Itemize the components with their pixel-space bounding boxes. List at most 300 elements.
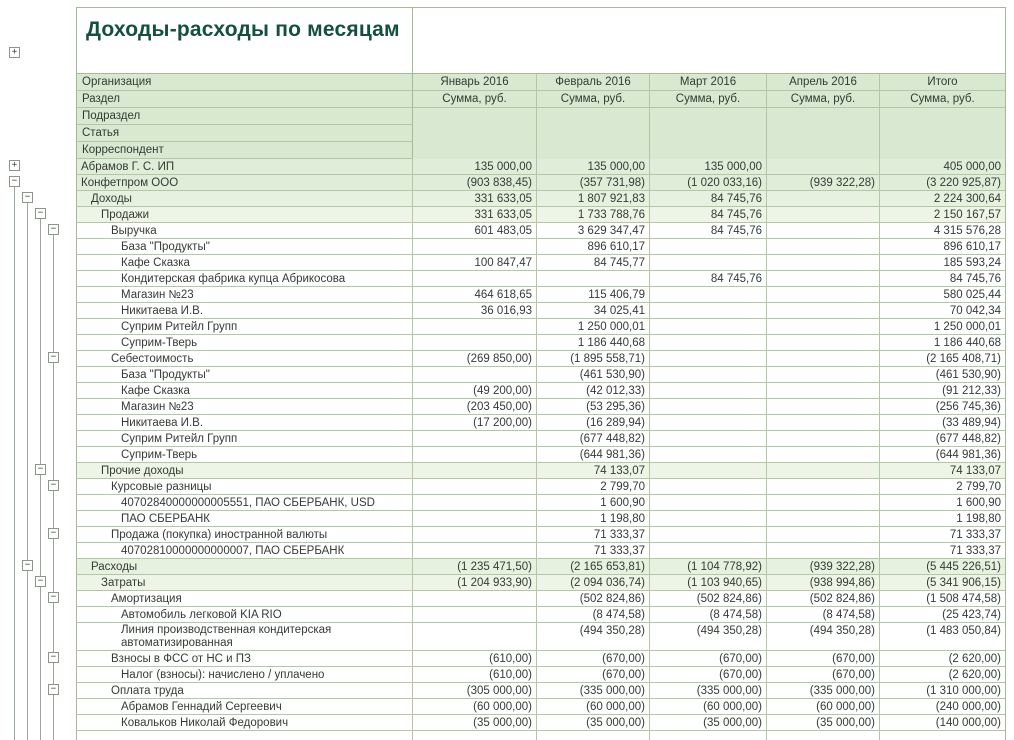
header-row-label-2: Подраздел (77, 108, 413, 125)
row-label-cell[interactable]: Суприм Ритейл Групп (77, 431, 413, 446)
table-row (77, 527, 1005, 543)
value-cell[interactable]: 580 025,44 (943, 289, 1001, 301)
value-cell[interactable]: (494 350,28) (767, 623, 880, 650)
value-cell[interactable]: (335 000,00) (650, 683, 767, 698)
value-cell[interactable]: (35 000,00) (537, 715, 650, 730)
value-cell[interactable]: (5 341 906,15) (926, 577, 1001, 589)
value-cell[interactable]: (140 000,00) (935, 717, 1001, 729)
value-cell[interactable] (413, 527, 537, 542)
value-cell[interactable]: (60 000,00) (413, 699, 537, 714)
value-cell[interactable]: 1 600,90 (537, 495, 650, 510)
value-cell[interactable] (767, 415, 880, 430)
value-cell[interactable]: 601 483,05 (413, 223, 537, 238)
row-label-cell[interactable]: База "Продукты" (77, 239, 413, 254)
month-column-label: Март 2016 (650, 74, 766, 91)
value-cell[interactable]: (42 012,33) (537, 383, 650, 398)
value-cell[interactable]: (240 000,00) (935, 701, 1001, 713)
value-cell[interactable] (767, 399, 880, 414)
value-cell[interactable]: 896 610,17 (943, 241, 1001, 253)
value-cell[interactable] (650, 239, 767, 254)
tree-line (27, 198, 28, 740)
value-cell[interactable]: 135 000,00 (413, 159, 537, 174)
value-cell[interactable]: (610,00) (413, 651, 537, 666)
value-cell[interactable] (413, 607, 537, 622)
row-label-cell[interactable]: Прочие доходы (77, 463, 413, 478)
value-cell[interactable]: (938 994,86) (767, 575, 880, 590)
table-row (77, 447, 1005, 463)
value-cell[interactable]: (8 474,58) (537, 607, 650, 622)
value-cell[interactable]: (670,00) (537, 651, 650, 666)
table-row (77, 415, 1005, 431)
value-cell[interactable] (413, 447, 537, 462)
value-cell[interactable]: (644 981,36) (935, 449, 1001, 461)
table-row (77, 223, 1005, 239)
table-row (77, 207, 1005, 223)
table-row (77, 575, 1005, 591)
header-dimension-labels (77, 74, 413, 159)
value-cell[interactable] (767, 543, 880, 558)
value-cell[interactable]: 1 186 440,68 (933, 337, 1001, 349)
value-cell[interactable]: 464 618,65 (413, 287, 537, 302)
value-cell[interactable]: (502 824,86) (650, 591, 767, 606)
value-cell[interactable] (650, 511, 767, 526)
value-cell[interactable]: (1 104 778,92) (650, 559, 767, 574)
row-label-cell[interactable]: Взносы в ФСС от НС и ПЗ (77, 651, 413, 666)
value-cell[interactable] (650, 447, 767, 462)
tree-line (14, 182, 15, 740)
value-cell[interactable] (413, 367, 537, 382)
value-cell[interactable]: 84 745,76 (650, 223, 767, 238)
value-cell[interactable]: (677 448,82) (537, 431, 650, 446)
row-label-cell[interactable]: Абрамов Геннадий Сергеевич (77, 699, 413, 714)
value-cell[interactable] (413, 591, 537, 606)
table-row (77, 335, 1005, 351)
month-column-header (880, 74, 1005, 159)
value-cell[interactable]: 115 406,79 (537, 287, 650, 302)
value-cell[interactable] (767, 367, 880, 382)
value-cell[interactable]: (269 850,00) (413, 351, 537, 366)
value-cell[interactable]: 2 224 300,64 (933, 193, 1001, 205)
value-cell[interactable]: (35 000,00) (650, 715, 767, 730)
table-row (77, 559, 1005, 575)
month-column-header (413, 74, 537, 159)
row-label-cell[interactable]: Затраты (77, 575, 413, 590)
value-cell[interactable] (767, 527, 880, 542)
row-label-cell[interactable]: Доходы (77, 191, 413, 206)
table-row (77, 495, 1005, 511)
row-label-cell[interactable]: Магазин №23 (77, 287, 413, 302)
value-cell[interactable]: 36 016,93 (413, 303, 537, 318)
value-cell[interactable] (650, 335, 767, 350)
value-cell[interactable]: (461 530,90) (537, 367, 650, 382)
value-cell[interactable]: 74 133,07 (537, 463, 650, 478)
value-cell[interactable]: (670,00) (767, 651, 880, 666)
value-cell[interactable]: (1 310 000,00) (926, 685, 1001, 697)
value-cell[interactable]: (8 474,58) (650, 607, 767, 622)
grouping-gutter (0, 0, 76, 740)
row-collapse-icon[interactable]: − (35, 208, 46, 219)
value-cell[interactable] (767, 223, 880, 238)
value-cell[interactable] (650, 255, 767, 270)
columns-collapse-expander-icon[interactable]: + (9, 47, 20, 58)
table-row (77, 255, 1005, 271)
table-row (77, 351, 1005, 367)
value-cell[interactable]: (903 838,45) (413, 175, 537, 190)
value-cell[interactable]: (1 508 474,58) (926, 593, 1001, 605)
value-cell[interactable] (650, 415, 767, 430)
table-row (77, 175, 1005, 191)
table-row (77, 511, 1005, 527)
value-cell[interactable]: 34 025,41 (537, 303, 650, 318)
value-cell[interactable]: (1 235 471,50) (413, 559, 537, 574)
value-cell[interactable] (767, 383, 880, 398)
value-cell[interactable]: (939 322,28) (767, 559, 880, 574)
row-collapse-icon[interactable]: − (35, 464, 46, 475)
row-collapse-icon[interactable]: − (9, 176, 20, 187)
value-cell[interactable] (650, 527, 767, 542)
row-label-cell[interactable]: Курсовые разницы (77, 479, 413, 494)
value-cell[interactable]: (33 489,94) (942, 417, 1001, 429)
value-cell[interactable]: 71 333,37 (949, 545, 1001, 557)
table-row (77, 715, 1005, 731)
value-cell[interactable]: (8 474,58) (767, 607, 880, 622)
row-collapse-icon[interactable]: − (48, 352, 59, 363)
row-label-cell[interactable]: 40702810000000000007, ПАО СБЕРБАНК (77, 543, 413, 558)
value-cell[interactable] (767, 495, 880, 510)
table-row (77, 651, 1005, 667)
row-label-cell[interactable]: Суприм-Тверь (77, 335, 413, 350)
value-cell[interactable]: 1 600,90 (956, 497, 1001, 509)
row-label-cell[interactable]: Абрамов Г. С. ИП (77, 159, 413, 174)
title-block (77, 8, 1005, 74)
header-filler (650, 108, 766, 159)
table-row (77, 303, 1005, 319)
value-cell[interactable] (650, 431, 767, 446)
value-cell[interactable] (767, 159, 880, 174)
header-filler (537, 108, 649, 159)
row-label-cell[interactable]: Никитаева И.В. (77, 303, 413, 318)
row-label-cell[interactable]: Амортизация (77, 591, 413, 606)
row-label-cell[interactable]: Расходы (77, 559, 413, 574)
table-row (77, 699, 1005, 715)
value-cell[interactable]: (91 212,33) (942, 385, 1001, 397)
month-column-label: Февраль 2016 (537, 74, 649, 91)
value-cell (880, 731, 1005, 740)
value-cell[interactable] (413, 335, 537, 350)
value-cell[interactable] (413, 239, 537, 254)
report-title: Доходы-расходы по месяцам (86, 18, 400, 41)
table-row (77, 431, 1005, 447)
sum-rub-subheader: Сумма, руб. (413, 91, 536, 108)
value-cell[interactable]: (53 295,36) (537, 399, 650, 414)
value-cell[interactable] (413, 495, 537, 510)
value-cell[interactable]: (2 094 036,74) (537, 575, 650, 590)
table-body (77, 159, 1005, 740)
value-cell[interactable] (767, 511, 880, 526)
value-cell[interactable]: 2 150 167,57 (933, 209, 1001, 221)
value-cell (650, 731, 767, 740)
row-expand-icon[interactable]: + (9, 160, 20, 171)
sum-rub-subheader: Сумма, руб. (880, 91, 1005, 108)
row-label-cell[interactable]: Кафе Сказка (77, 383, 413, 398)
value-cell[interactable]: 185 593,24 (943, 257, 1001, 269)
month-column-header (767, 74, 880, 159)
value-cell[interactable]: 1 198,80 (537, 511, 650, 526)
value-cell[interactable]: (25 423,74) (942, 609, 1001, 621)
value-cell[interactable]: (670,00) (537, 667, 650, 682)
value-cell[interactable] (413, 511, 537, 526)
value-cell[interactable]: 405 000,00 (943, 161, 1001, 173)
value-cell[interactable]: (60 000,00) (767, 699, 880, 714)
value-cell[interactable]: (677 448,82) (935, 433, 1001, 445)
value-cell[interactable]: (502 824,86) (537, 591, 650, 606)
value-cell[interactable] (650, 399, 767, 414)
row-label-cell[interactable]: Суприм-Тверь (77, 447, 413, 462)
value-cell[interactable]: (17 200,00) (413, 415, 537, 430)
table-row (77, 319, 1005, 335)
value-cell[interactable]: (670,00) (650, 651, 767, 666)
sum-rub-subheader: Сумма, руб. (537, 91, 649, 108)
value-cell[interactable]: (35 000,00) (767, 715, 880, 730)
value-cell[interactable] (650, 463, 767, 478)
table-row (77, 399, 1005, 415)
row-label-cell[interactable]: Кондитерская фабрика купца Абрикосова (77, 271, 413, 286)
value-cell[interactable]: 1 250 000,01 (933, 321, 1001, 333)
value-cell[interactable]: (16 289,94) (537, 415, 650, 430)
value-cell[interactable]: 84 745,77 (537, 255, 650, 270)
value-cell[interactable]: 71 333,37 (537, 543, 650, 558)
value-cell[interactable]: 896 610,17 (537, 239, 650, 254)
table-row (77, 683, 1005, 699)
value-cell[interactable] (767, 207, 880, 222)
row-label-cell[interactable]: Оплата труда (77, 683, 413, 698)
value-cell[interactable]: 135 000,00 (537, 159, 650, 174)
value-cell[interactable]: (60 000,00) (537, 699, 650, 714)
value-cell[interactable]: (5 445 226,51) (926, 561, 1001, 573)
value-cell[interactable]: (2 620,00) (948, 653, 1001, 665)
value-cell[interactable] (413, 479, 537, 494)
value-cell[interactable]: (494 350,28) (537, 623, 650, 650)
value-cell[interactable]: (670,00) (767, 667, 880, 682)
row-label-cell[interactable]: Кафе Сказка (77, 255, 413, 270)
value-cell[interactable]: (35 000,00) (413, 715, 537, 730)
value-cell[interactable]: 2 799,70 (537, 479, 650, 494)
value-cell[interactable]: 100 847,47 (413, 255, 537, 270)
value-cell[interactable]: 1 807 921,83 (537, 191, 650, 206)
value-cell[interactable]: (60 000,00) (650, 699, 767, 714)
row-collapse-icon[interactable]: − (48, 480, 59, 491)
row-collapse-icon[interactable]: − (48, 652, 59, 663)
value-cell[interactable]: (49 200,00) (413, 383, 537, 398)
report-table (76, 7, 1006, 740)
header-month-columns (413, 74, 1005, 159)
tree-line (40, 214, 41, 740)
value-cell[interactable]: (939 322,28) (767, 175, 880, 190)
row-label-cell[interactable]: Автомобиль легковой KIA RIO (77, 607, 413, 622)
month-column-label: Январь 2016 (413, 74, 536, 91)
value-cell[interactable] (767, 287, 880, 302)
value-cell[interactable] (650, 383, 767, 398)
row-label-cell[interactable]: 40702840000000005551, ПАО СБЕРБАНК, USD (77, 495, 413, 510)
value-cell[interactable]: 84 745,76 (650, 191, 767, 206)
value-cell[interactable]: 3 629 347,47 (537, 223, 650, 238)
row-label-cell[interactable]: Магазин №23 (77, 399, 413, 414)
value-cell[interactable] (650, 287, 767, 302)
value-cell (413, 731, 537, 740)
value-cell[interactable]: (3 220 925,87) (926, 177, 1001, 189)
value-cell[interactable] (650, 367, 767, 382)
header-row-label-0: Организация (77, 74, 413, 91)
value-cell[interactable]: 1 198,80 (956, 513, 1001, 525)
value-cell[interactable]: (335 000,00) (537, 683, 650, 698)
table-row (77, 463, 1005, 479)
value-cell[interactable] (767, 479, 880, 494)
row-collapse-icon[interactable]: − (48, 528, 59, 539)
value-cell[interactable]: 84 745,76 (949, 273, 1001, 285)
value-cell[interactable]: (670,00) (650, 667, 767, 682)
value-cell[interactable]: (1 103 940,65) (650, 575, 767, 590)
month-column-header (537, 74, 650, 159)
row-collapse-icon[interactable]: − (48, 592, 59, 603)
value-cell[interactable]: 331 633,05 (413, 191, 537, 206)
row-collapse-icon[interactable]: − (48, 684, 59, 695)
value-cell[interactable] (650, 543, 767, 558)
row-label-cell (77, 731, 413, 740)
row-label-cell[interactable]: Конфетпром ООО (77, 175, 413, 190)
row-label-cell[interactable]: Линия производственная кондитерская автоматизированная (77, 623, 413, 650)
table-row (77, 159, 1005, 175)
row-collapse-icon[interactable]: − (22, 192, 33, 203)
sum-rub-subheader: Сумма, руб. (650, 91, 766, 108)
value-cell[interactable]: 4 315 576,28 (933, 225, 1001, 237)
header-filler (880, 108, 1005, 159)
table-row (77, 543, 1005, 559)
table-row (77, 367, 1005, 383)
value-cell[interactable]: (461 530,90) (935, 369, 1001, 381)
value-cell[interactable] (650, 479, 767, 494)
value-cell[interactable] (767, 335, 880, 350)
value-cell[interactable] (650, 303, 767, 318)
value-cell[interactable] (650, 495, 767, 510)
value-cell[interactable] (650, 319, 767, 334)
title-spacer (413, 8, 1005, 73)
table-row (77, 479, 1005, 495)
row-collapse-icon[interactable]: − (35, 576, 46, 587)
value-cell[interactable]: (305 000,00) (413, 683, 537, 698)
value-cell[interactable] (767, 463, 880, 478)
row-label-cell[interactable]: ПАО СБЕРБАНК (77, 511, 413, 526)
table-row (77, 191, 1005, 207)
value-cell[interactable]: (2 165 653,81) (537, 559, 650, 574)
value-cell[interactable]: (1 020 033,16) (650, 175, 767, 190)
value-cell[interactable] (767, 271, 880, 286)
value-cell[interactable] (413, 271, 537, 286)
value-cell[interactable]: 331 633,05 (413, 207, 537, 222)
value-cell[interactable]: (335 000,00) (767, 683, 880, 698)
table-row (77, 667, 1005, 683)
value-cell[interactable] (413, 319, 537, 334)
value-cell[interactable]: (502 824,86) (767, 591, 880, 606)
month-column-header (650, 74, 767, 159)
row-label-cell[interactable]: Ковальков Николай Федорович (77, 715, 413, 730)
table-row (77, 731, 1005, 740)
value-cell[interactable] (413, 623, 537, 650)
value-cell[interactable] (537, 271, 650, 286)
value-cell[interactable] (413, 543, 537, 558)
value-cell[interactable]: (2 620,00) (948, 669, 1001, 681)
value-cell[interactable]: (2 165 408,71) (926, 353, 1001, 365)
row-label-cell[interactable]: База "Продукты" (77, 367, 413, 382)
value-cell[interactable]: (1 204 933,90) (413, 575, 537, 590)
value-cell[interactable] (767, 447, 880, 462)
value-cell[interactable] (767, 239, 880, 254)
row-label-cell[interactable]: Продажи (77, 207, 413, 222)
value-cell[interactable]: (1 895 558,71) (537, 351, 650, 366)
sum-rub-subheader: Сумма, руб. (767, 91, 879, 108)
row-label-cell[interactable]: Налог (взносы): начислено / уплачено (77, 667, 413, 682)
value-cell[interactable]: (494 350,28) (650, 623, 767, 650)
header-filler (767, 108, 879, 159)
month-column-label: Итого (880, 74, 1005, 91)
value-cell[interactable]: (256 745,36) (935, 401, 1001, 413)
value-cell[interactable]: 2 799,70 (956, 481, 1001, 493)
table-header (77, 74, 1005, 159)
value-cell[interactable]: 70 042,34 (949, 305, 1001, 317)
value-cell[interactable] (413, 463, 537, 478)
value-cell[interactable]: 1 250 000,01 (537, 319, 650, 334)
table-row (77, 591, 1005, 607)
header-filler (413, 108, 536, 159)
value-cell[interactable]: 74 133,07 (949, 465, 1001, 477)
value-cell[interactable]: 84 745,76 (650, 271, 767, 286)
table-row (77, 623, 1005, 651)
value-cell[interactable] (767, 303, 880, 318)
value-cell[interactable] (767, 351, 880, 366)
table-row (77, 271, 1005, 287)
table-row (77, 287, 1005, 303)
value-cell (767, 731, 880, 740)
value-cell[interactable] (767, 431, 880, 446)
value-cell[interactable]: 84 745,76 (650, 207, 767, 222)
value-cell[interactable]: 71 333,37 (537, 527, 650, 542)
value-cell[interactable]: 1 733 788,76 (537, 207, 650, 222)
row-collapse-icon[interactable]: − (22, 560, 33, 571)
table-row (77, 383, 1005, 399)
title-cell (77, 8, 413, 73)
header-row-label-3: Статья (77, 125, 413, 142)
value-cell[interactable]: 71 333,37 (949, 529, 1001, 541)
row-label-cell[interactable]: Себестоимость (77, 351, 413, 366)
value-cell[interactable]: (1 483 050,84) (926, 625, 1001, 637)
value-cell[interactable]: (644 981,36) (537, 447, 650, 462)
value-cell[interactable]: 1 186 440,68 (537, 335, 650, 350)
value-cell[interactable]: (610,00) (413, 667, 537, 682)
row-label-cell[interactable]: Суприм Ритейл Групп (77, 319, 413, 334)
row-label-cell[interactable]: Продажа (покупка) иностранной валюты (77, 527, 413, 542)
month-column-label: Апрель 2016 (767, 74, 879, 91)
value-cell[interactable] (767, 191, 880, 206)
value-cell[interactable]: (357 731,98) (537, 175, 650, 190)
value-cell[interactable]: (203 450,00) (413, 399, 537, 414)
row-label-cell[interactable]: Никитаева И.В. (77, 415, 413, 430)
value-cell[interactable] (650, 351, 767, 366)
value-cell[interactable] (767, 255, 880, 270)
row-collapse-icon[interactable]: − (48, 224, 59, 235)
value-cell[interactable]: 135 000,00 (650, 159, 767, 174)
value-cell[interactable] (413, 431, 537, 446)
row-label-cell[interactable]: Выручка (77, 223, 413, 238)
value-cell[interactable] (767, 319, 880, 334)
